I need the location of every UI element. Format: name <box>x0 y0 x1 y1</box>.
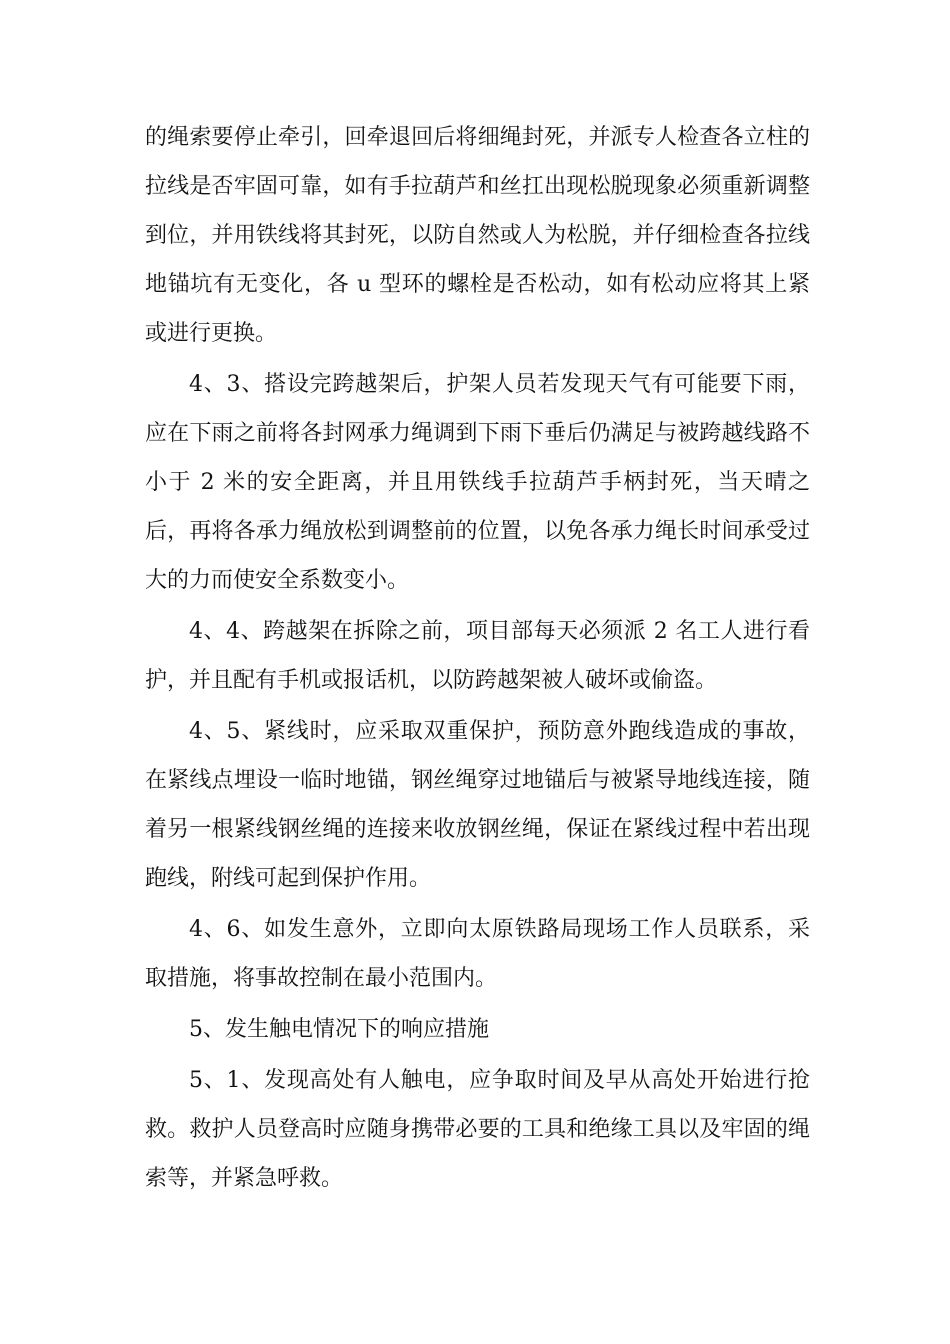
paragraph-4-4: 4、4、跨越架在拆除之前，项目部每天必须派 2 名工人进行看护，并且配有手机或报话机，以防跨越架被人破坏或偷盗。 <box>145 619 810 693</box>
paragraph-4-5: 4、5、紧线时，应采取双重保护，预防意外跑线造成的事故，在紧线点埋设一临时地锚，钢丝绳穿过地锚后与被紧导地线连接，随着另一根紧线钢丝绳的连接来收放钢丝绳，保证在紧线过程中若出现跑线，附线可起到保护作用。 <box>145 719 810 891</box>
paragraph-continuation: 的绳索要停止牵引，回牵退回后将细绳封死，并派专人检查各立柱的拉线是否牢固可靠，如有手拉葫芦和丝扛出现松脱现象必须重新调整到位，并用铁线将其封死，以防自然或人为松脱，并仔细检查各拉线地锚坑有无变化，各 u 型环的螺栓是否松动，如有松动应将其上紧或进行更换。 <box>145 125 810 346</box>
paragraph-4-6: 4、6、如发生意外，立即向太原铁路局现场工作人员联系，采取措施，将事故控制在最小范围内。 <box>145 917 810 991</box>
section-heading-5: 5、发生触电情况下的响应措施 <box>189 1017 489 1042</box>
paragraph-5-1: 5、1、发现高处有人触电，应争取时间及早从高处开始进行抢救。救护人员登高时应随身携带必要的工具和绝缘工具以及牢固的绳索等，并紧急呼救。 <box>145 1068 810 1191</box>
paragraph-4-3: 4、3、搭设完跨越架后，护架人员若发现天气有可能要下雨，应在下雨之前将各封网承力绳调到下雨下垂后仍满足与被跨越线路不小于 2 米的安全距离，并且用铁线手拉葫芦手柄封死，当天晴之后，再将各承力绳放松到调整前的位置，以免各承力绳长时间承受过大的力而使安全系数变小。 <box>145 372 810 593</box>
document-body <box>145 113 810 1203</box>
